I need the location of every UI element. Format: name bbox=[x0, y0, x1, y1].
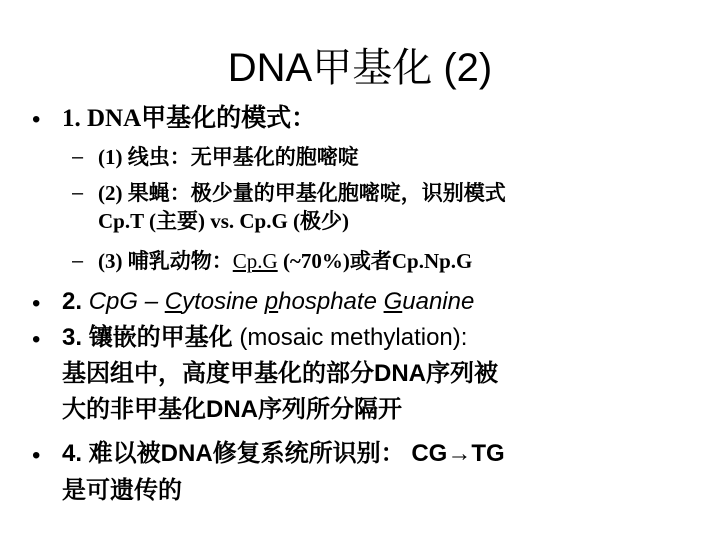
dash-icon: – bbox=[72, 182, 84, 204]
item-2-num: 2. bbox=[62, 288, 89, 315]
item-3-line-1 bbox=[62, 323, 467, 353]
item-3-paren: (mosaic methylation): bbox=[232, 324, 468, 351]
bullet-icon: • bbox=[32, 326, 41, 353]
item-1-sub-3 bbox=[98, 248, 472, 274]
bullet-icon: • bbox=[32, 106, 41, 133]
item-2-cpg: CpG bbox=[88, 288, 139, 315]
item-1-sub-1: (1) 线虫：无甲基化的胞嘧啶 bbox=[98, 145, 359, 169]
item-1-sub-2-line-2: Cp.T (主要) vs. Cp.G (极少) bbox=[98, 209, 350, 233]
item-1-sub-3-prefix: (3) 哺乳动物： bbox=[98, 249, 233, 273]
item-2-p: p bbox=[264, 288, 279, 315]
item-3-head: 镶嵌的甲基化 bbox=[88, 324, 233, 351]
item-1-sub-3-cpg: Cp.G bbox=[232, 249, 278, 273]
item-1-sub-2-line-1: (2) 果蝇：极少量的甲基化胞嘧啶，识别模式 bbox=[98, 181, 506, 205]
item-2-p-rest: hosphate bbox=[278, 288, 384, 315]
item-3-line-3: 大的非甲基化DNA序列所分隔开 bbox=[62, 396, 402, 423]
item-4-line-1: 4. 难以被DNA修复系统所识别： CG→TG bbox=[62, 440, 505, 467]
item-2-dash: – bbox=[138, 288, 165, 315]
bullet-icon: • bbox=[32, 442, 41, 469]
item-2-g: G bbox=[383, 288, 403, 315]
item-4-line-2: 是可遗传的 bbox=[62, 477, 182, 504]
item-3-num: 3. bbox=[62, 324, 89, 351]
dash-icon: – bbox=[72, 146, 84, 168]
item-2 bbox=[62, 287, 474, 317]
bullet-icon: • bbox=[32, 290, 41, 317]
slide-title: DNA甲基化 (2) bbox=[227, 46, 493, 90]
item-1-sub-3-suffix: (~70%)或者Cp.Np.G bbox=[277, 249, 473, 273]
dash-icon: – bbox=[72, 250, 84, 272]
item-1-heading: 1. DNA甲基化的模式： bbox=[62, 105, 317, 132]
item-3-line-2: 基因组中，高度甲基化的部分DNA序列被 bbox=[62, 360, 498, 387]
item-2-c-rest: ytosine bbox=[182, 288, 265, 315]
item-2-g-rest: uanine bbox=[402, 288, 475, 315]
item-2-c: C bbox=[164, 288, 183, 315]
